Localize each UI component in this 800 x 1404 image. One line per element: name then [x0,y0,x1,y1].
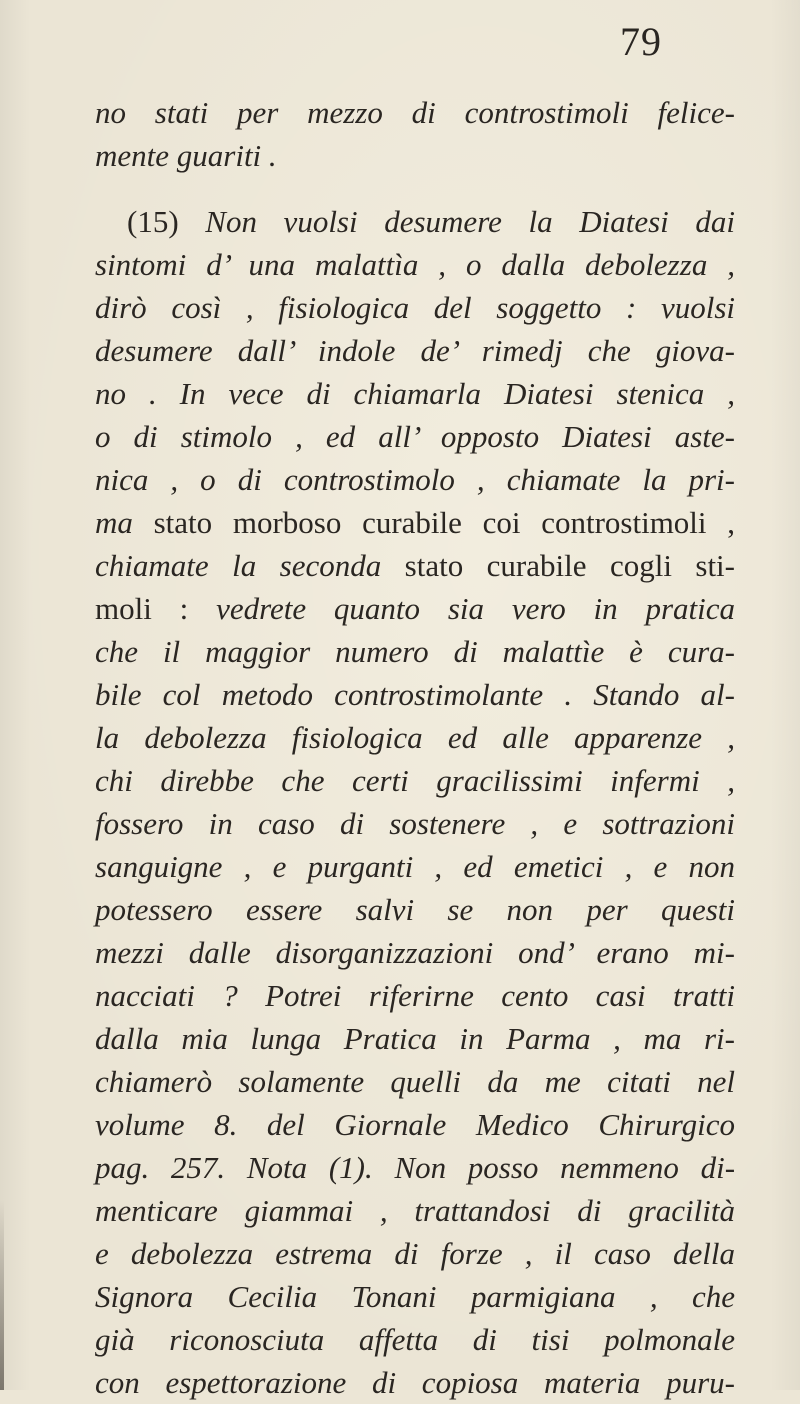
paragraph-gap [95,177,735,200]
text-segment: mezzi dalle disorganizzazioni ond’ erano mi- [95,935,735,970]
page-edge-shadow [0,1200,4,1390]
text-line [95,544,735,587]
text-line [95,1017,735,1060]
text-line [95,372,735,415]
text-line [95,716,735,759]
text-segment: ma [95,505,154,540]
text-segment: pag. 257. [95,1150,247,1185]
text-segment: Nota (1). [246,1150,395,1185]
text-segment: no stati per mezzo di controstimoli felice- [95,95,735,130]
text-line [95,134,735,177]
text-line [95,845,735,888]
text-segment: vedrete quanto sia vero in pratica [216,591,736,626]
text-segment: con espettorazione di copiosa materia puru- [95,1365,735,1400]
text-line [95,1275,735,1318]
text-line [95,630,735,673]
text-line [95,501,735,544]
text-line [95,243,735,286]
text-segment: nacciati ? Potrei riferirne cento casi tratti [95,978,735,1013]
text-segment: e debolezza estrema di forze , il caso della [95,1236,735,1271]
text-line [95,673,735,716]
text-segment: Non posso nemmeno di- [394,1150,736,1185]
text-line [95,458,735,501]
text-line [95,1060,735,1103]
text-line [95,587,735,630]
text-line [95,974,735,1017]
text-line [95,286,735,329]
text-segment: che il maggior numero di malattìe è cura- [95,634,735,669]
text-segment: già riconosciuta affetta di tisi polmonale [95,1322,735,1357]
text-line [95,1232,735,1275]
text-segment: sintomi d’ una malattìa , o dalla debolezza , [95,247,735,282]
text-segment: chiamerò solamente quelli da me citati nel [95,1064,735,1099]
text-segment: fossero in caso di sostenere , e sottrazioni [95,806,735,841]
text-segment: no . In vece di chiamarla Diatesi stenica , [95,376,735,411]
text-segment: sanguigne , e purganti , ed emetici , e non [95,849,735,884]
text-segment: menticare giammai , trattandosi di gracilità [95,1193,735,1228]
text-segment: stato morboso curabile coi controstimoli , [153,505,735,540]
text-line [95,1318,735,1361]
text-segment: potessero essere salvi se non per questi [95,892,735,927]
text-segment: o di stimolo , ed all’ opposto Diatesi aste- [95,419,735,454]
text-line [95,759,735,802]
text-segment: desumere dall’ indole de’ rimedj che giova- [95,333,735,368]
text-segment: stato curabile cogli sti- [404,548,735,583]
text-segment: dirò così , fisiologica del soggetto : vuolsi [95,290,735,325]
text-segment: Non vuolsi desumere la Diatesi dai [205,204,735,239]
text-line [95,1103,735,1146]
text-segment: chiamate la seconda [95,548,405,583]
text-line [95,415,735,458]
text-segment: mente guariti . [95,138,277,173]
text-segment: chi direbbe che certi gracilissimi infermi , [95,763,735,798]
body-text [95,91,735,1404]
text-line [95,1189,735,1232]
text-segment: volume 8. del Giornale Medico Chirurgico [95,1107,735,1142]
text-line [95,200,735,243]
text-line [95,1361,735,1404]
text-segment: (15) [127,204,206,239]
text-line [95,888,735,931]
text-segment: bile col metodo controstimolante . Stando al- [95,677,735,712]
text-segment: dalla mia lunga Pratica in Parma , ma ri- [95,1021,735,1056]
text-segment: Signora Cecilia Tonani parmigiana , che [95,1279,735,1314]
text-line [95,802,735,845]
text-segment: la debolezza fisiologica ed alle apparenze , [95,720,735,755]
text-segment: moli : [95,591,217,626]
text-line [95,931,735,974]
page-number: 79 [620,19,662,64]
text-segment: nica , o di controstimolo , chiamate la pri- [95,462,735,497]
text-line [95,91,735,134]
text-line [95,1146,735,1189]
text-line [95,329,735,372]
